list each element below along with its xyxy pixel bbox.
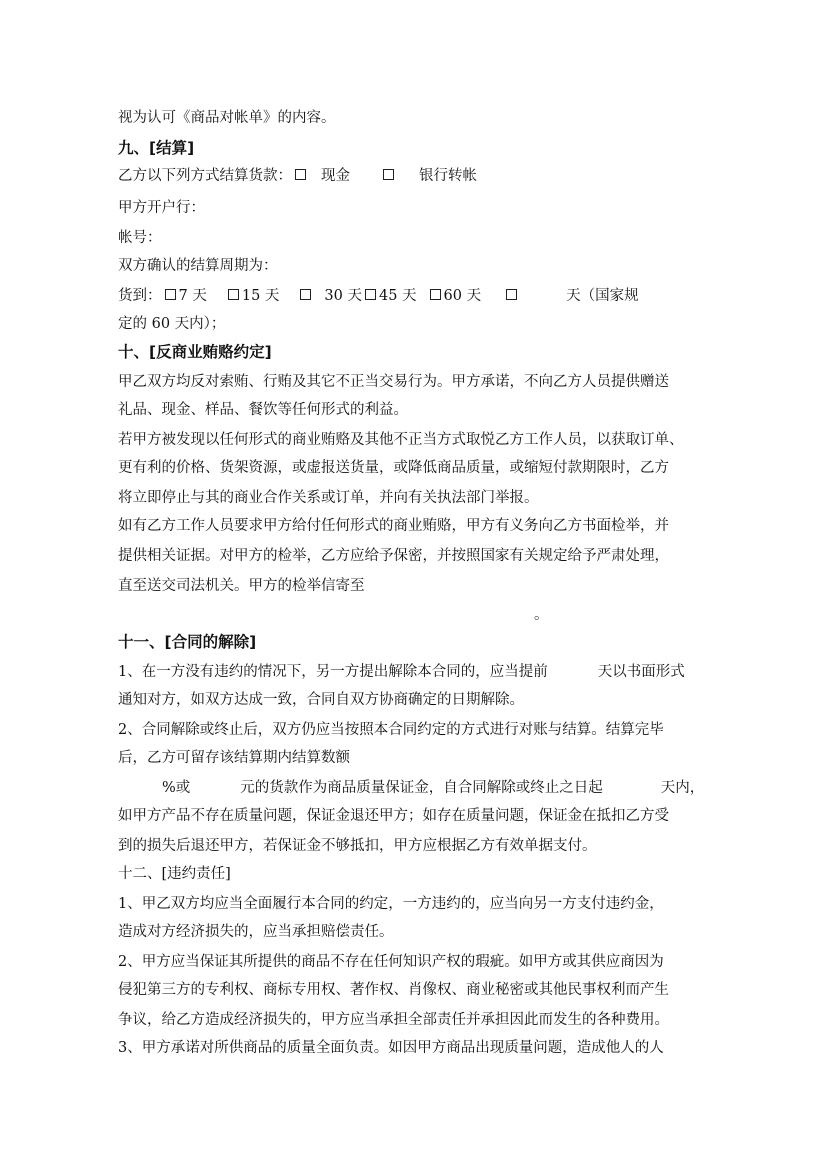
period-30-label: 30 天 [324,288,362,304]
bank-name-line: 甲方开户行： [118,200,205,216]
text-line: 后，乙方可留存该结算期内结算数额 [118,750,350,766]
text-line: 到的损失后退还甲方，若保证金不够抵扣，甲方应根据乙方有效单据支付。 [118,838,597,854]
text-line: 。 [534,607,549,623]
text-fragment: 天内， [660,780,705,796]
text-line: 视为认可《商品对帐单》的内容。 [118,110,336,126]
period-custom-label: 天（国家规 [566,288,639,304]
text-line: 礼品、现金、样品、餐饮等任何形式的利益。 [118,402,408,418]
text-line: 造成对方经济损失的，应当承担赔偿责任。 [118,924,394,940]
text-line: 更有利的价格、货架资源，或虚报送货量，或降低商品质量，或缩短付款期限时，乙方 [118,460,669,476]
period-prefix: 货到： [118,288,162,304]
period-60-label: 60 天 [443,288,482,304]
text-line: 侵犯第三方的专利权、商标专用权、著作权、肖像权、商业秘密或其他民事权利而产生 [118,982,669,998]
period-options-line [118,286,718,306]
text-line: 若甲方被发现以任何形式的商业贿赂及其他不正当方式取悦乙方工作人员，以获取订单、 [118,432,684,448]
bank-transfer-checkbox [383,169,394,180]
period-15-label: 15 天 [241,288,280,304]
text-line: 直至送交司法机关。甲方的检举信寄至 [118,578,365,594]
text-line: 提供相关证据。对甲方的检举，乙方应给予保密，并按照国家有关规定给予严肃处理， [118,548,669,564]
section-12-title: 十二、[违约责任] [118,866,231,882]
text-line [162,778,722,798]
period-30-checkbox [300,289,311,300]
cash-checkbox [295,169,306,180]
text-line [118,662,718,682]
section-9-title: 九、[结算] [118,139,195,157]
text-line: 定的 60 天内）； [118,316,226,332]
section-11-title: 十一、[合同的解除] [118,633,257,651]
period-7-label: 7 天 [178,288,207,304]
period-60-checkbox [430,289,441,300]
period-45-label: 45 天 [378,288,417,304]
settlement-period-line: 双方确认的结算周期为： [118,258,278,274]
text-line: 2、合同解除或终止后，双方仍应当按照本合同约定的方式进行对账与结算。结算完毕 [118,722,664,738]
text-line: 3、甲方承诺对所供商品的质量全面负责。如因甲方商品出现质量问题，造成他人的人 [118,1040,664,1056]
text-fragment: 1、在一方没有违约的情况下，另一方提出解除本合同的，应当提前 [118,664,548,680]
settlement-method-label: 乙方以下列方式结算货款： [118,168,292,184]
text-line: 如甲方产品不存在质量问题，保证金退还甲方；如存在质量问题，保证金在抵扣乙方受 [118,808,669,824]
text-line: 将立即停止与其的商业合作关系或订单，并向有关执法部门举报。 [118,490,539,506]
text-line: 1、甲乙双方均应当全面履行本合同的约定，一方违约的，应当向另一方支付违约金， [118,896,664,912]
period-7-checkbox [165,289,176,300]
text-line: 如有乙方工作人员要求甲方给付任何形式的商业贿赂，甲方有义务向乙方书面检举，并 [118,518,669,534]
text-line: 争议，给乙方造成经济损失的，甲方应当承担全部责任并承担因此而发生的各种费用。 [118,1012,669,1028]
settlement-method-line [118,166,718,186]
text-line: 2、甲方应当保证其所提供的商品不存在任何知识产权的瑕疵。如甲方或其供应商因为 [118,954,664,970]
section-10-title: 十、[反商业贿赂约定] [118,343,272,361]
text-line: 通知对方，如双方达成一致，合同自双方协商确定的日期解除。 [118,692,524,708]
period-15-checkbox [228,289,239,300]
text-fragment: %或 [162,780,191,796]
account-line: 帐号： [118,230,162,246]
bank-transfer-label: 银行转帐 [419,168,477,184]
text-fragment: 元的货款作为商品质量保证金，自合同解除或终止之日起 [240,780,603,796]
cash-label: 现金 [321,168,350,184]
text-fragment: 天以书面形式 [597,664,685,680]
text-line: 甲乙双方均反对索贿、行贿及其它不正当交易行为。甲方承诺，不向乙方人员提供赠送 [118,374,669,390]
period-custom-checkbox [506,289,517,300]
period-45-checkbox [365,289,376,300]
